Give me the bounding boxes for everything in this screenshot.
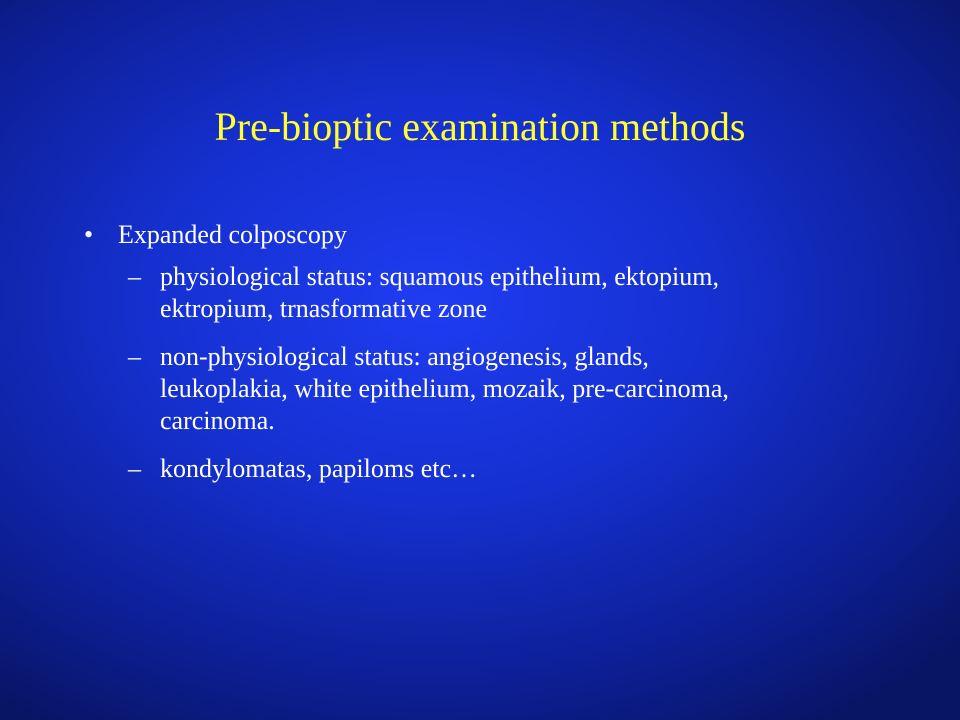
slide-content [82, 215, 882, 501]
sub-item-line: non-physiological status: angiogenesis, glands, [160, 342, 649, 371]
dash-marker: – [128, 342, 141, 371]
sub-item-line: physiological status: squamous epithelium, ektopium, [160, 262, 719, 291]
dash-marker: – [128, 454, 141, 483]
slide-title: Pre-bioptic examination methods [214, 104, 746, 149]
sub-item [82, 261, 882, 325]
dash-marker: – [128, 262, 141, 291]
bullet-marker: • [84, 220, 94, 249]
sub-item [82, 341, 882, 437]
sub-item-line: kondylomatas, papiloms etc… [160, 454, 478, 483]
bullet-item [82, 215, 882, 255]
sub-item [82, 453, 882, 485]
bullet-text: Expanded colposcopy [118, 220, 347, 249]
sub-item-line: ektropium, trnasformative zone [160, 294, 488, 323]
sub-item-line: carcinoma. [160, 406, 275, 435]
sub-item-line: leukoplakia, white epithelium, mozaik, pre-carcinoma, [160, 374, 729, 403]
